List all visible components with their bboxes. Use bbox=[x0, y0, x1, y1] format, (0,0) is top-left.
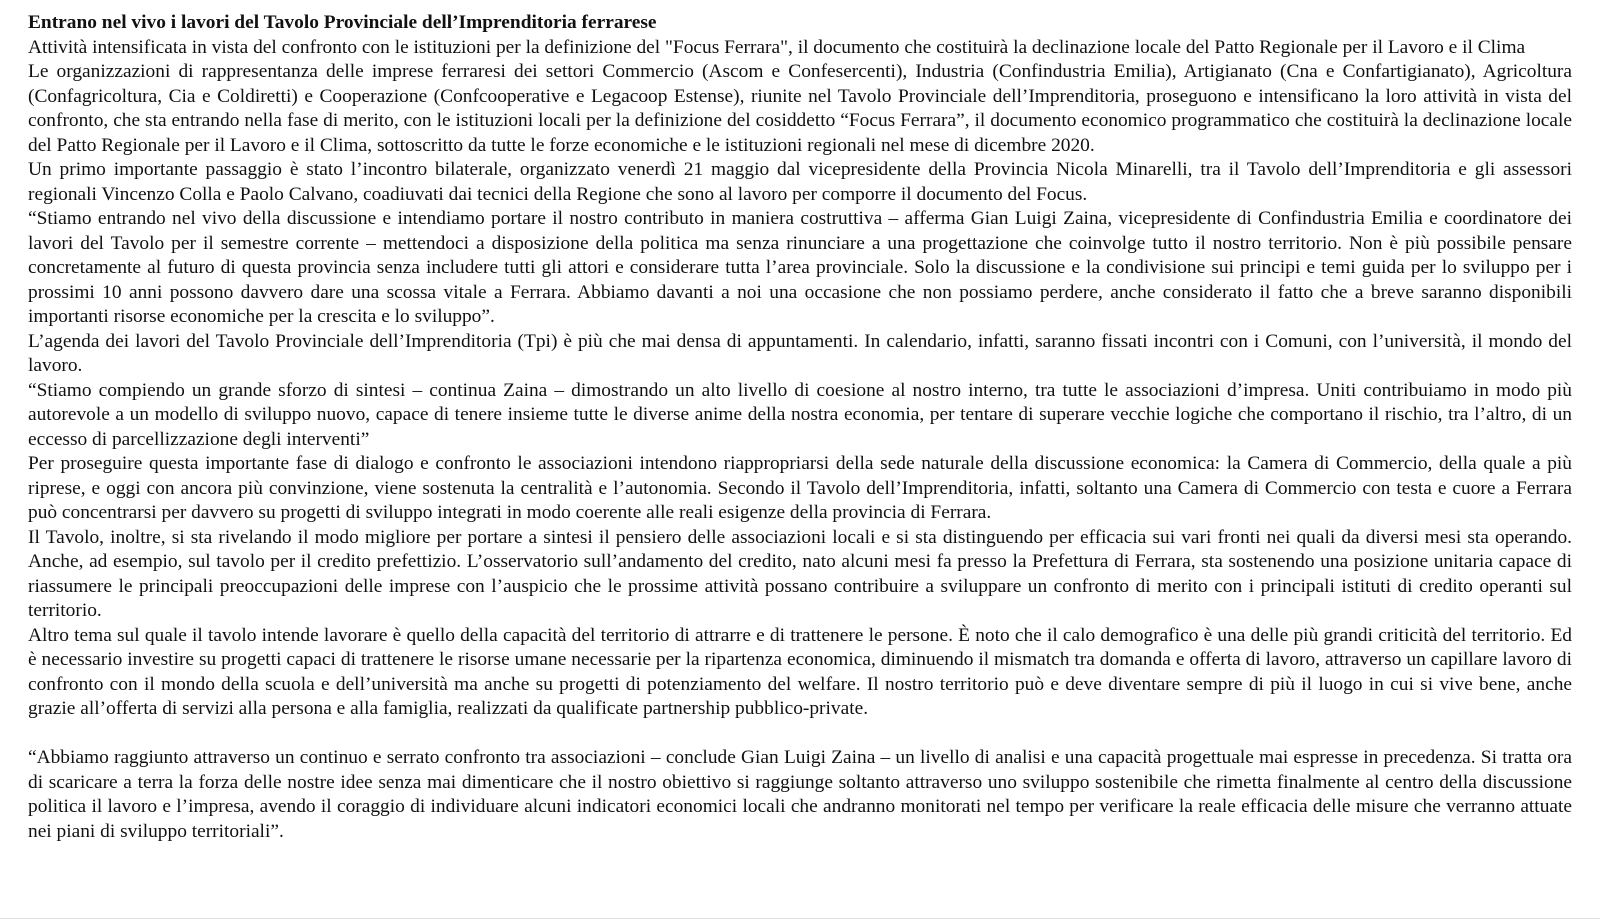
bottom-divider bbox=[0, 918, 1600, 919]
paragraph-organizations: Le organizzazioni di rappresentanza delle imprese ferraresi dei settori Commercio (Ascom e Confesercenti), Industria (Confindustria Emilia), Artigianato (Cna e Confartigianato), Agricoltura (Confagricoltura, Cia e Coldiretti) e Cooperazione (Confcooperative e Legacoop Estense), riunite nel Tavolo Provinciale dell’Imprenditoria, proseguono e intensificano la loro attività in vista del confronto, che sta entrando nella fase di merito, con le istituzioni locali per la definizione del cosiddetto “Focus Ferrara”, il documento economico programmatico che costituirà la declinazione locale del Patto Regionale per il Lavoro e il Clima, sottoscritto da tutte le forze economiche e le istituzioni regionali nel mese di dicembre 2020. bbox=[28, 61, 1572, 156]
paragraph-agenda: L’agenda dei lavori del Tavolo Provinciale dell’Imprenditoria (Tpi) è più che mai densa di appuntamenti. In calendario, infatti, saranno fissati incontri con i Comuni, con l’università, il mondo del lavoro. bbox=[28, 330, 1572, 376]
paragraph-demographics: Altro tema sul quale il tavolo intende lavorare è quello della capacità del territorio di attrarre e di trattenere le persone. È noto che il calo demografico è una delle più grandi criticità del territorio. Ed è necessario investire su progetti capaci di trattenere le risorse umane necessarie per la ripartenza economica, diminuendo il mismatch tra domanda e offerta di lavoro, attraverso un capillare lavoro di confronto con il mondo della scuola e dell’università ma anche su progetti di potenziamento del welfare. Il nostro territorio può e deve diventare sempre di più il luogo in cui si vive bene, anche grazie all’offerta di servizi alla persona e alla famiglia, realizzati da qualificate partnership pubblico-private. bbox=[28, 624, 1572, 719]
paragraph-spacer bbox=[28, 722, 1572, 747]
paragraph-quote-synthesis: “Stiamo compiendo un grande sforzo di sintesi – continua Zaina – dimostrando un alto livello di coesione al nostro interno, tra tutte le associazioni d’impresa. Uniti contribuiamo in modo più autorevole a un modello di sviluppo nuovo, capace di tenere insieme tutte le diverse anime della nostra economia, per tentare di superare vecchie logiche che comportano il rischio, tra l’altro, di un eccesso di parcellizzazione degli interventi” bbox=[28, 379, 1572, 450]
paragraph-quote-zaina: “Stiamo entrando nel vivo della discussione e intendiamo portare il nostro contributo in maniera costruttiva – afferma Gian Luigi Zaina, vicepresidente di Confindustria Emilia e coordinatore dei lavori del Tavolo per il semestre corrente – mettendoci a disposizione della politica ma senza rinunciare a una progettazione che coinvolge tutto il nostro territorio. Non è più possibile pensare concretamente al futuro di questa provincia senza includere tutti gli attori e considerare tutta l’area provinciale. Solo la discussione e la condivisione sui principi e temi guida per lo sviluppo per i prossimi 10 anni possono davvero dare una scossa vitale a Ferrara. Abbiamo davanti a noi una occasione che non possiamo perdere, anche considerato il fatto che a breve saranno disponibili importanti risorse economiche per la crescita e lo sviluppo”. bbox=[28, 208, 1572, 327]
paragraph-chamber-of-commerce: Per proseguire questa importante fase di dialogo e confronto le associazioni intendono riappropriarsi della sede naturale della discussione economica: la Camera di Commercio, della quale a più riprese, e oggi con ancora più convinzione, viene sostenuta la centralità e l’autonomia. Secondo il Tavolo dell’Imprenditoria, infatti, soltanto una Camera di Commercio con testa e cuore a Ferrara può concentrarsi per davvero su progetti di sviluppo integrati in modo coerente alle reali esigenze della provincia di Ferrara. bbox=[28, 453, 1572, 523]
article-title: Entrano nel vivo i lavori del Tavolo Provinciale dell’Imprenditoria ferrarese bbox=[28, 12, 657, 33]
paragraph-meeting: Un primo importante passaggio è stato l’incontro bilaterale, organizzato venerdì 21 maggio dal vicepresidente della Provincia Nicola Minarelli, tra il Tavolo dell’Imprenditoria e gli assessori regionali Vincenzo Colla e Paolo Calvano, coadiuvati dai tecnici della Regione che sono al lavoro per comporre il documento del Focus. bbox=[28, 159, 1572, 205]
paragraph-closing-quote: “Abbiamo raggiunto attraverso un continuo e serrato confronto tra associazioni – conclude Gian Luigi Zaina – un livello di analisi e una capacità progettuale mai espresse in precedenza. Si tratta ora di scaricare a terra la forza delle nostre idee senza mai dimenticare che il nostro obiettivo si raggiunge soltanto attraverso uno sviluppo sostenibile che rimetta finalmente al centro della discussione politica il lavoro e l’impresa, avendo il coraggio di individuare alcuni indicatori economici locali che andranno monitorati nel tempo per verificare la reale efficacia delle misure che verranno attuate nei piani di sviluppo territoriali”. bbox=[28, 747, 1572, 842]
paragraph-credit: Il Tavolo, inoltre, si sta rivelando il modo migliore per portare a sintesi il pensiero delle associazioni locali e si sta distinguendo per efficacia sui vari fronti nei quali da diversi mesi sta operando. Anche, ad esempio, sul tavolo per il credito prefettizio. L’osservatorio sull’andamento del credito, nato alcuni mesi fa presso la Prefettura di Ferrara, sta sostenendo una posizione unitaria capace di riassumere le principali preoccupazioni delle imprese con l’auspicio che le prossime attività possano contribuire a sviluppare un confronto di merito con i principali istituti di credito operanti sul territorio. bbox=[28, 526, 1572, 621]
paragraph-intro: Attività intensificata in vista del confronto con le istituzioni per la definizione del "Focus Ferrara", il documento che costituirà la declinazione locale del Patto Regionale per il Lavoro e il Clima bbox=[28, 36, 1526, 58]
